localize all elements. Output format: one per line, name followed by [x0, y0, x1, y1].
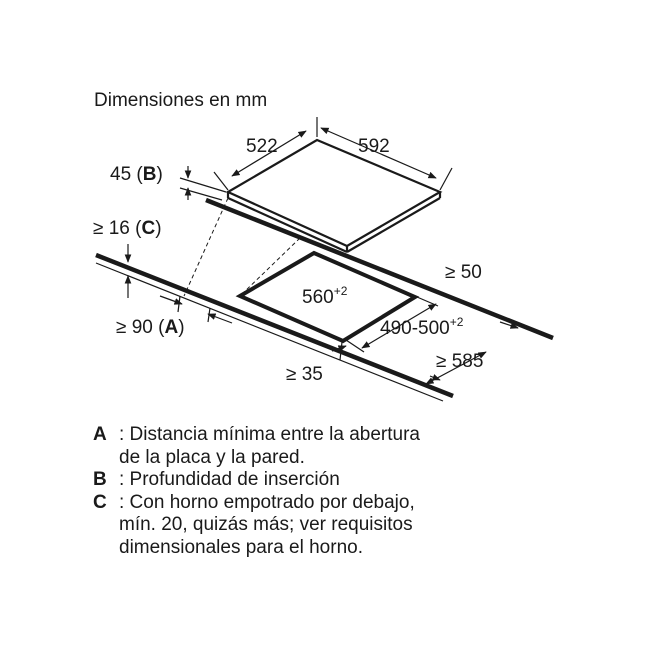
label-min-90: ≥ 90 (A)	[116, 317, 185, 338]
label-width-592: 592	[358, 136, 390, 157]
label-min-35: ≥ 35	[286, 364, 323, 385]
legend-item-b	[93, 469, 420, 492]
label-width-522: 522	[246, 136, 278, 157]
legend-item-c	[93, 492, 420, 560]
legend-key: C	[93, 491, 107, 513]
legend	[93, 424, 420, 559]
legend-key: B	[93, 469, 107, 490]
label-cutout-490-500: $490-500^{+2}$	[380, 315, 464, 339]
diagram-title: Dimensiones en mm	[94, 90, 268, 111]
legend-text: : Con horno empotrado por debajo, mín. 20, quizás más; ver requisitos dimensionales para el horno.	[119, 491, 415, 558]
legend-text: : Distancia mínima entre la abertura de la placa y la pared.	[119, 424, 420, 468]
legend-text: : Profundidad de inserción	[119, 469, 340, 490]
label-min-585: ≥ 585	[436, 351, 484, 372]
label-cutout-560: $560^{+2}$	[302, 284, 348, 308]
label-thickness-45: 45 (B)	[110, 164, 163, 185]
label-min-16: ≥ 16 (C)	[93, 218, 162, 239]
label-min-50: ≥ 50	[445, 262, 482, 283]
legend-item-a	[93, 424, 420, 469]
legend-key: A	[93, 424, 107, 445]
thickness-dimension	[180, 166, 226, 200]
